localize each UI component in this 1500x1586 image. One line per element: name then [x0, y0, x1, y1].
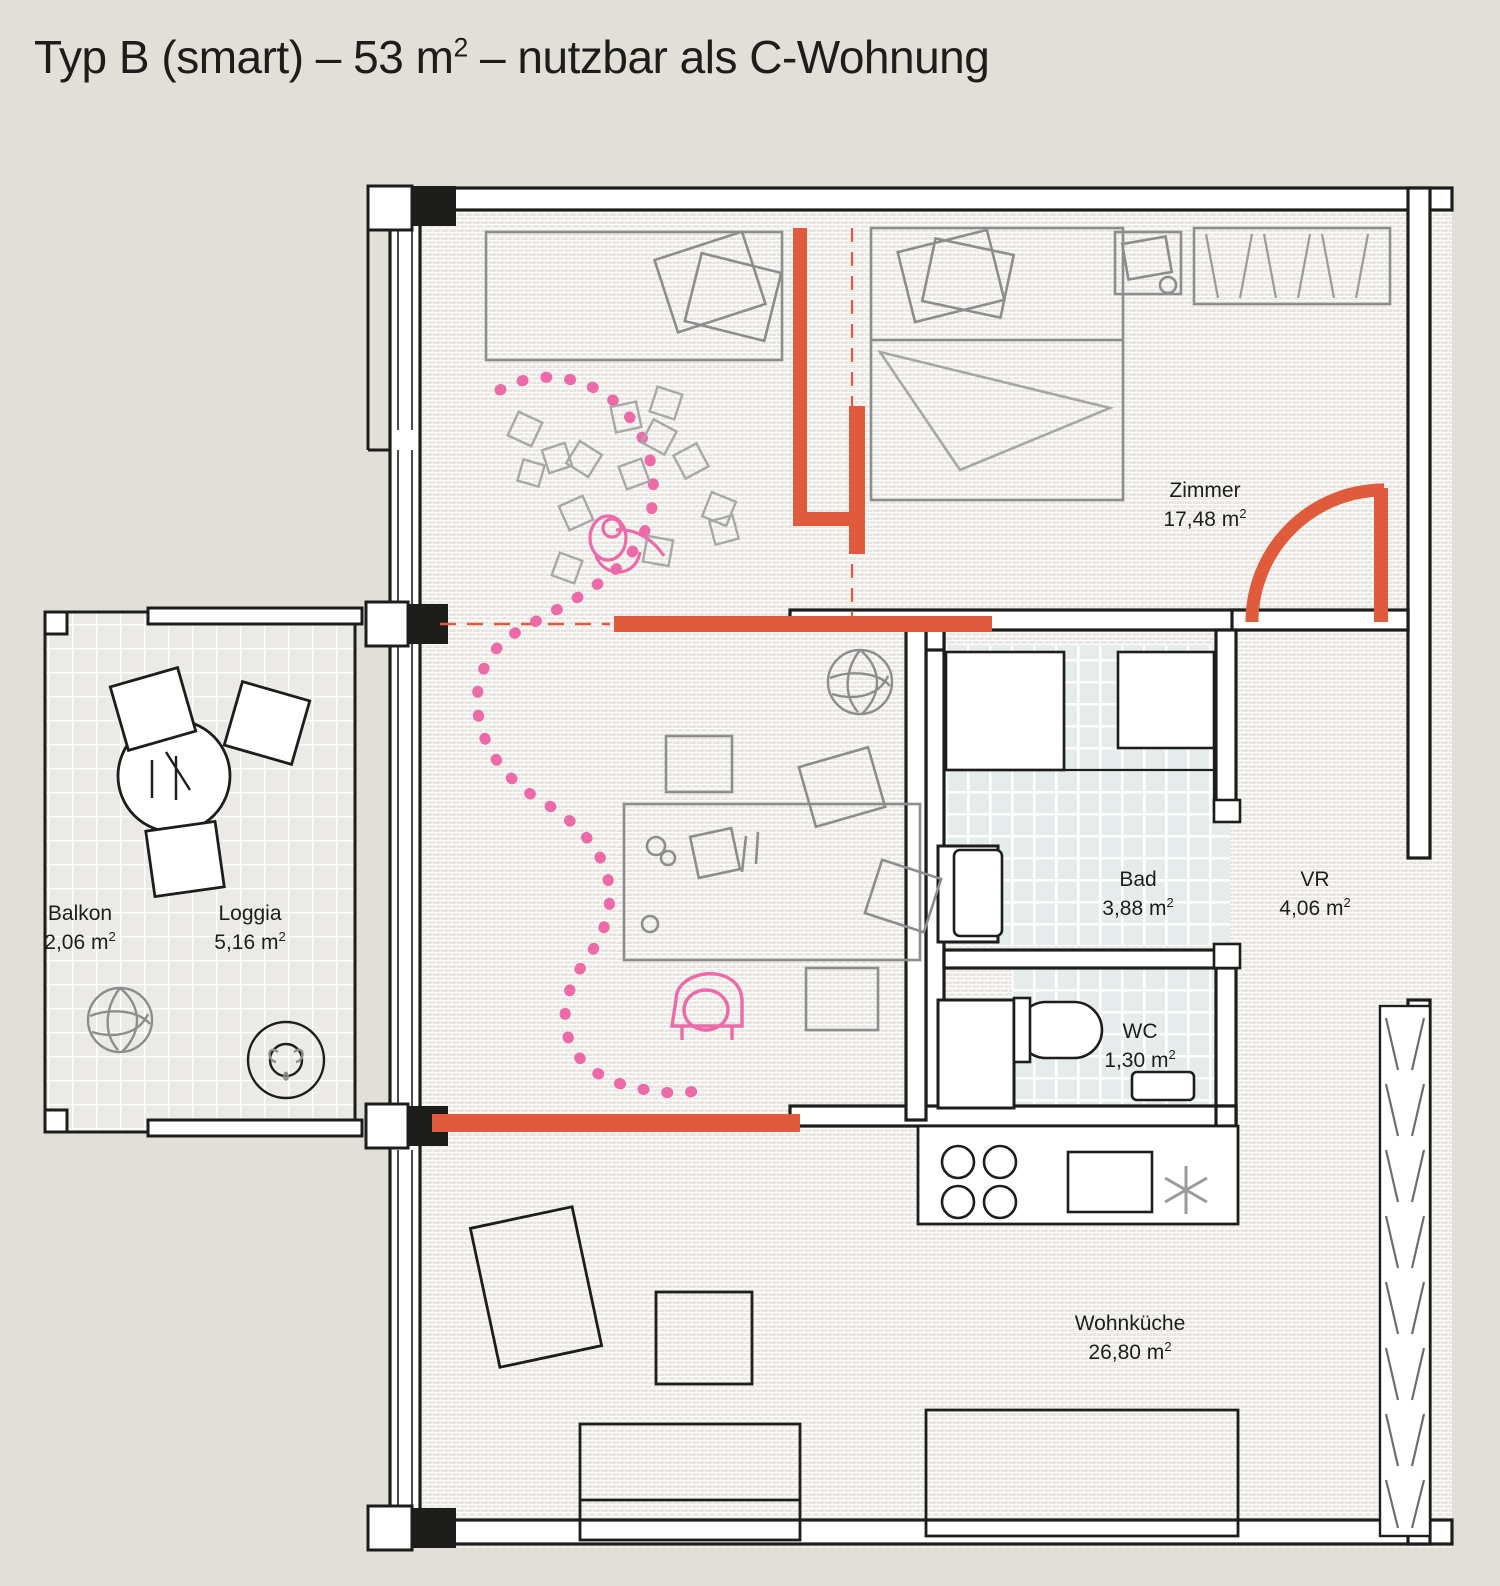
room-area-zimmer: 17,48 $m^2$: [1163, 505, 1247, 531]
room-label-bad: [1078, 866, 1198, 922]
room-name-loggia: Loggia: [218, 902, 282, 925]
room-area-bad: 3,88 $m^2$: [1102, 894, 1174, 920]
room-name-wohnkueche: Wohnküche: [1074, 1312, 1186, 1335]
title-suffix: – nutzbar als C-Wohnung: [467, 31, 990, 83]
room-area-vr: 4,06 $m^2$: [1279, 894, 1351, 920]
room-area-loggia: 5,16 $m^2$: [214, 928, 286, 954]
title-exponent: 2: [453, 32, 468, 63]
title-prefix: Typ B (smart) – 53 m: [34, 31, 454, 83]
floor-fills: [45, 196, 1452, 1548]
room-label-wohnkueche: [1020, 1310, 1240, 1366]
partition-walls: [906, 630, 926, 1120]
room-name-zimmer: Zimmer: [1169, 479, 1241, 502]
room-name-bad: Bad: [1119, 868, 1157, 891]
facade-frame-lines: [368, 230, 390, 450]
room-label-loggia: [190, 900, 310, 956]
room-name-balkon: Balkon: [47, 902, 113, 925]
room-label-zimmer: [1130, 477, 1280, 533]
room-name-vr: VR: [1300, 868, 1330, 891]
room-area-wohnkueche: 26,80 $m^2$: [1088, 1338, 1172, 1364]
room-area-balkon: 2,06 $m^2$: [44, 928, 116, 954]
room-label-wc: [1080, 1018, 1200, 1074]
room-name-wc: WC: [1122, 1020, 1158, 1043]
room-label-vr: [1250, 866, 1380, 922]
room-label-balkon: [20, 900, 140, 956]
right-hatch-band: [1380, 1006, 1430, 1536]
room-area-wc: 1,30 $m^2$: [1104, 1046, 1176, 1072]
